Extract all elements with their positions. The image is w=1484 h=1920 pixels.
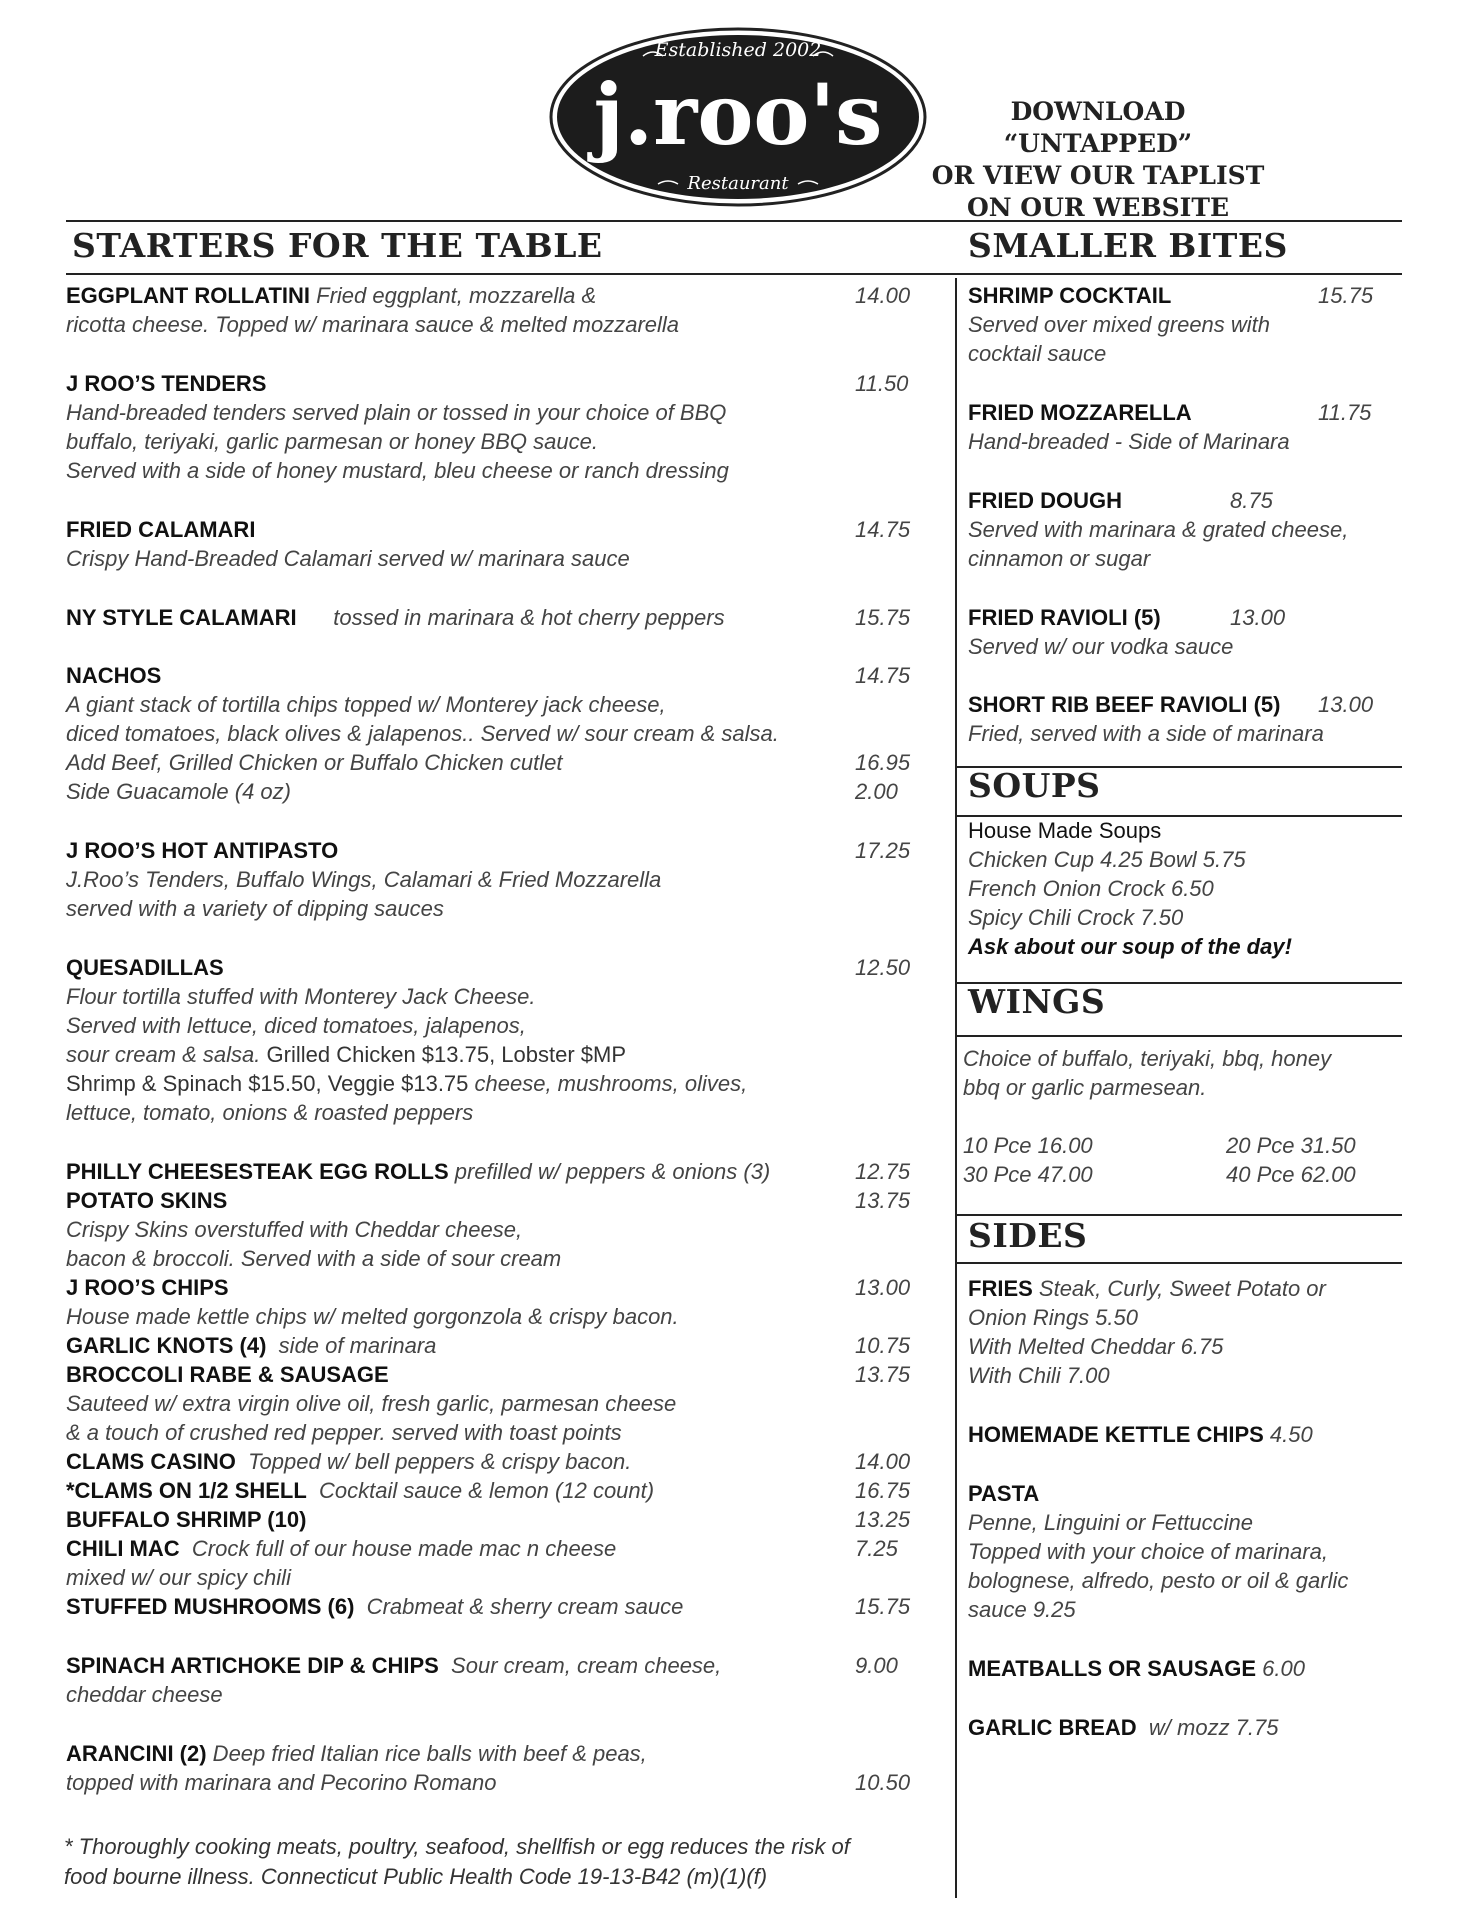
smaller-bites-title: SMALLER BITES xyxy=(968,226,1288,265)
quesadilla-veggie: lettuce, tomato, onions & roasted peppers xyxy=(66,1100,474,1125)
guacamole-addon: Side Guacamole (4 oz) xyxy=(66,779,291,804)
logo-name: j.roo's xyxy=(593,65,883,164)
side-desc-line: Topped with your choice of marinara, xyxy=(968,1539,1328,1564)
bite-price: 11.75 xyxy=(1318,400,1372,425)
side-desc-line: sauce 9.25 xyxy=(968,1597,1076,1622)
side-desc-line: With Melted Cheddar 6.75 xyxy=(968,1334,1224,1359)
item-desc-line: mixed w/ our spicy chili xyxy=(66,1565,291,1590)
side-desc-line: Penne, Linguini or Fettuccine xyxy=(968,1510,1253,1535)
side-desc-line: bolognese, alfredo, pesto or oil & garlic xyxy=(968,1568,1349,1593)
bite-desc-line: Hand-breaded - Side of Marinara xyxy=(968,429,1290,454)
wings-desc-line: bbq or garlic parmesean. xyxy=(963,1075,1207,1100)
side-name: GARLIC BREAD xyxy=(968,1715,1137,1740)
item-price: 15.75 xyxy=(855,605,911,630)
menu-item xyxy=(66,1476,654,1505)
menu-item xyxy=(66,836,338,865)
logo-established: Established 2002 xyxy=(654,39,822,61)
item-desc-line: A giant stack of tortilla chips topped w/ Monterey jack cheese, xyxy=(66,692,666,717)
item-desc-line: House made kettle chips w/ melted gorgonzola & crispy bacon. xyxy=(66,1304,679,1329)
item-name: FRIED CALAMARI xyxy=(66,517,256,542)
item-name: CHILI MAC xyxy=(66,1536,180,1561)
quesadilla-options xyxy=(66,1069,747,1098)
bite-desc-line: cocktail sauce xyxy=(968,341,1107,366)
item-price: 17.25 xyxy=(855,838,911,863)
item-name: BUFFALO SHRIMP (10) xyxy=(66,1507,307,1532)
bite-name: FRIED RAVIOLI (5) xyxy=(968,605,1161,630)
wing-size: 40 Pce 62.00 xyxy=(1226,1162,1356,1187)
side-name: PASTA xyxy=(968,1481,1040,1506)
item-desc: side of marinara xyxy=(266,1333,437,1358)
item-desc-line: Crispy Skins overstuffed with Cheddar cheese, xyxy=(66,1217,523,1242)
menu-item xyxy=(66,1739,647,1768)
side-desc-line: With Chili 7.00 xyxy=(968,1363,1110,1388)
wings-rule-bottom xyxy=(955,1035,1402,1037)
item-desc: prefilled w/ peppers & onions (3) xyxy=(448,1159,771,1184)
item-name: J ROO’S TENDERS xyxy=(66,371,267,396)
wing-size: 20 Pce 31.50 xyxy=(1226,1133,1356,1158)
nachos-addon-price: 16.95 xyxy=(855,750,911,775)
menu-item xyxy=(66,1273,229,1302)
item-name: EGGPLANT ROLLATINI xyxy=(66,283,311,308)
side-item xyxy=(968,1420,1313,1449)
bite-desc-line: Fried, served with a side of marinara xyxy=(968,721,1324,746)
quesadilla-sides: sour cream & salsa. xyxy=(66,1042,261,1067)
item-desc: Fried eggplant, mozzarella & xyxy=(310,283,597,308)
side-price: 4.50 xyxy=(1263,1422,1313,1447)
taplist-line-2: OR VIEW OUR TAPLIST xyxy=(931,161,1265,190)
starters-title: STARTERS FOR THE TABLE xyxy=(72,226,603,265)
item-price: 16.75 xyxy=(855,1478,911,1503)
item-desc-line: Flour tortilla stuffed with Monterey Jack Cheese. xyxy=(66,984,536,1009)
menu-item xyxy=(66,953,224,982)
side-desc-line: Onion Rings 5.50 xyxy=(968,1305,1138,1330)
item-price: 12.75 xyxy=(855,1159,911,1184)
item-desc-line: Served with a side of honey mustard, bleu cheese or ranch dressing xyxy=(66,458,729,483)
bite-price: 13.00 xyxy=(1230,605,1286,630)
menu-item xyxy=(66,1157,770,1186)
menu-item xyxy=(66,603,725,632)
bite-price: 13.00 xyxy=(1318,692,1374,717)
item-desc-line: & a touch of crushed red pepper. served with toast points xyxy=(66,1420,622,1445)
item-price: 13.75 xyxy=(855,1188,911,1213)
starters-rule xyxy=(66,273,955,275)
wings-desc-line: Choice of buffalo, teriyaki, bbq, honey xyxy=(963,1046,1332,1071)
item-name: STUFFED MUSHROOMS (6) xyxy=(66,1594,355,1619)
item-desc-line: cheddar cheese xyxy=(66,1682,223,1707)
side-price: 6.00 xyxy=(1256,1656,1305,1681)
item-price: 7.25 xyxy=(855,1536,898,1561)
quesadilla-proteins: Shrimp & Spinach $15.50, Veggie $13.75 xyxy=(66,1071,469,1096)
nachos-addon: Add Beef, Grilled Chicken or Buffalo Chicken cutlet xyxy=(66,750,563,775)
soup-of-the-day-note: Ask about our soup of the day! xyxy=(968,934,1292,959)
side-desc: Steak, Curly, Sweet Potato or xyxy=(1032,1276,1326,1301)
item-desc-line: ricotta cheese. Topped w/ marinara sauce & melted mozzarella xyxy=(66,312,680,337)
bite-desc-line: Served with marinara & grated cheese, xyxy=(968,517,1349,542)
soup-line: Chicken Cup 4.25 Bowl 5.75 xyxy=(968,847,1246,872)
bite-name: FRIED MOZZARELLA xyxy=(968,400,1192,425)
bite-desc-line: Served w/ our vodka sauce xyxy=(968,634,1234,659)
bites-rule xyxy=(955,273,1402,275)
item-price: 10.50 xyxy=(855,1770,911,1795)
item-price: 13.00 xyxy=(855,1275,911,1300)
guacamole-addon-price: 2.00 xyxy=(855,779,898,804)
item-name: PHILLY CHEESESTEAK EGG ROLLS xyxy=(66,1159,449,1184)
side-item xyxy=(968,1713,1279,1742)
item-price: 14.75 xyxy=(855,517,911,542)
bite-name: FRIED DOUGH xyxy=(968,488,1122,513)
menu-item xyxy=(66,1447,631,1476)
bite-name: SHRIMP COCKTAIL xyxy=(968,283,1172,308)
item-price: 14.00 xyxy=(855,1449,911,1474)
bite-price: 8.75 xyxy=(1230,488,1273,513)
quesadilla-options xyxy=(66,1040,626,1069)
taplist-line-3: ON OUR WEBSITE xyxy=(966,193,1230,222)
menu-item xyxy=(66,1651,721,1680)
item-desc-line: diced tomatoes, black olives & jalapenos.. Served w/ sour cream & salsa. xyxy=(66,721,779,746)
menu-item xyxy=(66,1534,616,1563)
item-name: *CLAMS ON 1/2 SHELL xyxy=(66,1478,307,1503)
item-name: NACHOS xyxy=(66,663,162,688)
item-price: 13.25 xyxy=(855,1507,911,1532)
item-desc-line: buffalo, teriyaki, garlic parmesan or honey BBQ sauce. xyxy=(66,429,598,454)
bite-name: SHORT RIB BEEF RAVIOLI (5) xyxy=(968,692,1281,717)
item-desc-line: Sauteed w/ extra virgin olive oil, fresh garlic, parmesan cheese xyxy=(66,1391,677,1416)
item-desc-line: Served with lettuce, diced tomatoes, jalapenos, xyxy=(66,1013,526,1038)
sides-rule-bottom xyxy=(955,1262,1402,1264)
item-desc: Cocktail sauce & lemon (12 count) xyxy=(306,1478,655,1503)
health-code-footnote xyxy=(64,1832,850,1892)
soups-title: SOUPS xyxy=(968,766,1101,805)
side-desc: w/ mozz 7.75 xyxy=(1136,1715,1279,1740)
item-desc: Sour cream, cream cheese, xyxy=(438,1653,722,1678)
item-name: J ROO’S HOT ANTIPASTO xyxy=(66,838,339,863)
wing-size: 10 Pce 16.00 xyxy=(963,1133,1093,1158)
item-name: NY STYLE CALAMARI xyxy=(66,605,297,630)
footnote-line-1: * Thoroughly cooking meats, poultry, seafood, shellfish or egg reduces the risk of xyxy=(64,1834,850,1859)
item-price: 9.00 xyxy=(855,1653,898,1678)
menu-item xyxy=(66,515,255,544)
top-rule xyxy=(66,220,1402,222)
item-desc-line: J.Roo’s Tenders, Buffalo Wings, Calamari & Fried Mozzarella xyxy=(66,867,662,892)
item-price: 12.50 xyxy=(855,955,911,980)
item-desc-line: Crispy Hand-Breaded Calamari served w/ marinara sauce xyxy=(66,546,630,571)
item-desc: Crock full of our house made mac n cheese xyxy=(179,1536,617,1561)
side-name: FRIES xyxy=(968,1276,1033,1301)
item-name: POTATO SKINS xyxy=(66,1188,228,1213)
item-desc-line: served with a variety of dipping sauces xyxy=(66,896,444,921)
column-divider xyxy=(955,278,957,1898)
menu-item xyxy=(66,281,596,310)
item-price: 13.75 xyxy=(855,1362,911,1387)
quesadilla-veggie: cheese, mushrooms, olives, xyxy=(468,1071,748,1096)
bite-price: 15.75 xyxy=(1318,283,1374,308)
item-price: 14.00 xyxy=(855,283,911,308)
item-desc-line: bacon & broccoli. Served with a side of sour cream xyxy=(66,1246,562,1271)
item-price: 11.50 xyxy=(855,371,909,396)
side-item xyxy=(968,1274,1326,1303)
logo-tagline: Restaurant xyxy=(687,173,789,194)
item-desc-line: Hand-breaded tenders served plain or tossed in your choice of BBQ xyxy=(66,400,727,425)
wings-title: WINGS xyxy=(968,982,1106,1021)
item-price: 14.75 xyxy=(855,663,911,688)
side-name: HOMEMADE KETTLE CHIPS xyxy=(968,1422,1264,1447)
item-desc: tossed in marinara & hot cherry peppers xyxy=(296,605,725,630)
item-name: GARLIC KNOTS (4) xyxy=(66,1333,267,1358)
menu-item xyxy=(66,1331,436,1360)
item-price: 10.75 xyxy=(855,1333,911,1358)
menu-item xyxy=(66,369,266,398)
item-desc: Crabmeat & sherry cream sauce xyxy=(354,1594,684,1619)
sides-title: SIDES xyxy=(968,1216,1088,1255)
menu-item xyxy=(66,1186,227,1215)
footnote-line-2: food bourne illness. Connecticut Public Health Code 19-13-B42 (m)(1)(f) xyxy=(64,1864,768,1889)
bite-desc-line: Served over mixed greens with xyxy=(968,312,1271,337)
menu-item xyxy=(66,1592,683,1621)
item-desc: Deep fried Italian rice balls with beef & peas, xyxy=(206,1741,647,1766)
item-name: J ROO’S CHIPS xyxy=(66,1275,229,1300)
item-name: CLAMS CASINO xyxy=(66,1449,236,1474)
side-item xyxy=(968,1654,1305,1683)
taplist-line-1: DOWNLOAD “UNTAPPED” xyxy=(1003,97,1193,158)
item-name: ARANCINI (2) xyxy=(66,1741,207,1766)
item-name: SPINACH ARTICHOKE DIP & CHIPS xyxy=(66,1653,439,1678)
soup-line: French Onion Crock 6.50 xyxy=(968,876,1214,901)
bite-desc-line: cinnamon or sugar xyxy=(968,546,1151,571)
item-desc-line: topped with marinara and Pecorino Romano xyxy=(66,1770,497,1795)
menu-item xyxy=(66,661,161,690)
restaurant-logo xyxy=(548,26,928,208)
side-name: MEATBALLS OR SAUSAGE xyxy=(968,1656,1257,1681)
taplist-notice xyxy=(918,96,1278,224)
item-price: 15.75 xyxy=(855,1594,911,1619)
menu-item xyxy=(66,1505,306,1534)
item-desc: Topped w/ bell peppers & crispy bacon. xyxy=(235,1449,632,1474)
quesadilla-proteins: Grilled Chicken $13.75, Lobster $MP xyxy=(260,1042,627,1067)
menu-item xyxy=(66,1360,389,1389)
item-name: BROCCOLI RABE & SAUSAGE xyxy=(66,1362,389,1387)
soup-line: Spicy Chili Crock 7.50 xyxy=(968,905,1184,930)
wing-size: 30 Pce 47.00 xyxy=(963,1162,1093,1187)
soups-heading: House Made Soups xyxy=(968,818,1162,843)
item-name: QUESADILLAS xyxy=(66,955,224,980)
